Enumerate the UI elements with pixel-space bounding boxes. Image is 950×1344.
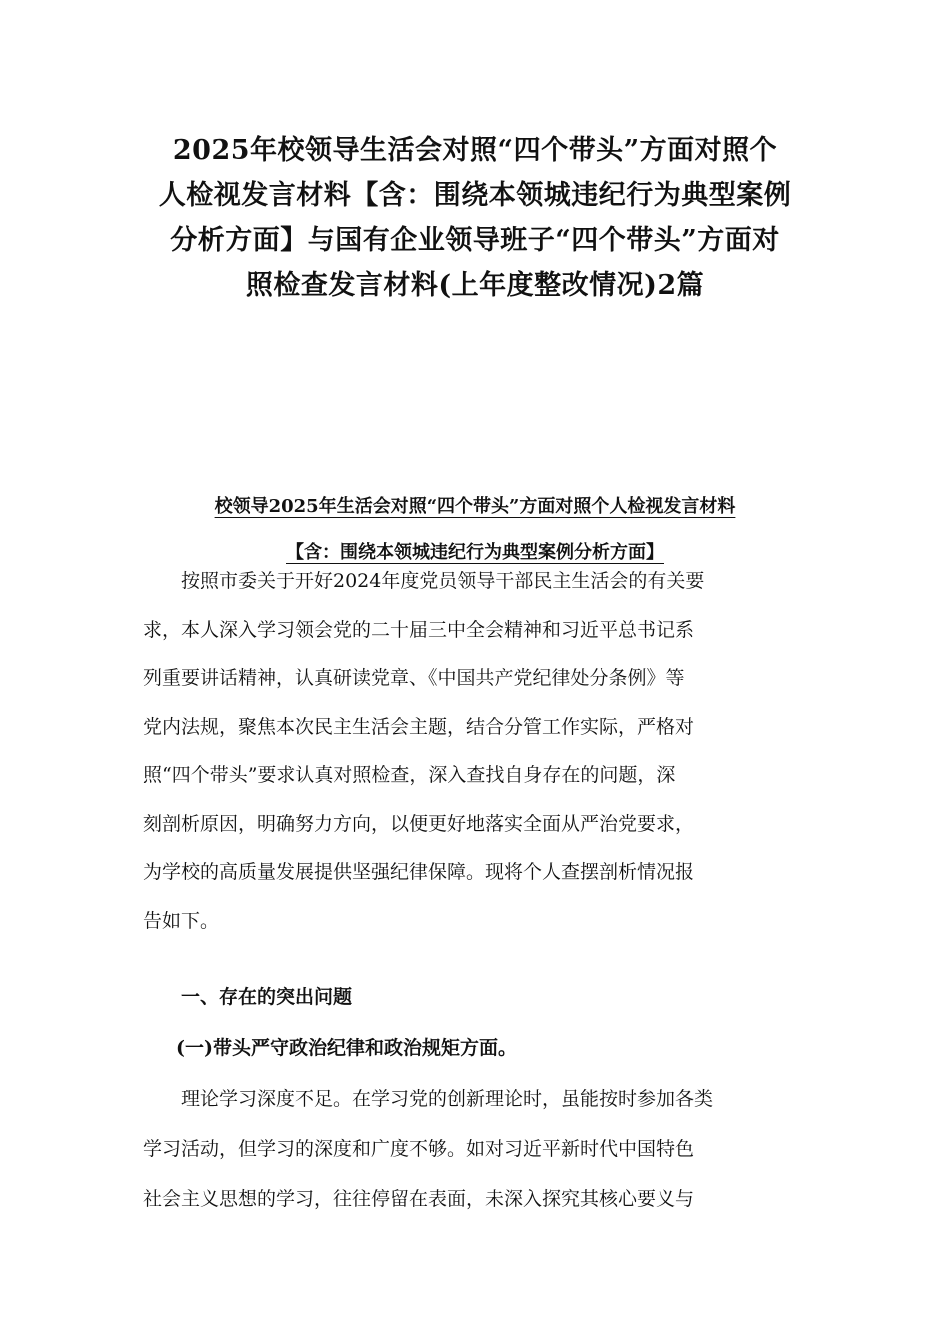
document-title <box>140 128 810 308</box>
document-title-line: 照检查发言材料(上年度整改情况)2篇 <box>245 270 705 301</box>
section-title-line: 校领导2025年生活会对照“四个带头”方面对照个人检视发言材料 <box>214 496 736 517</box>
paragraph-line: 党内法规，聚焦本次民主生活会主题，结合分管工作实际，严格对 <box>143 715 695 738</box>
paragraph-line: 学习活动，但学习的深度和广度不够。如对习近平新时代中国特色 <box>143 1138 695 1160</box>
paragraph-line: 告如下。 <box>143 909 220 932</box>
paragraph-line: 社会主义思想的学习，往往停留在表面，未深入探究其核心要义与 <box>143 1188 695 1210</box>
paragraph-line: 理论学习深度不足。在学习党的创新理论时，虽能按时参加各类 <box>181 1088 714 1110</box>
paragraph-line: 列重要讲话精神，认真研读党章、《中国共产党纪律处分条例》等 <box>143 667 685 689</box>
intro-paragraph <box>143 557 807 945</box>
paragraph-line: 求，本人深入学习领会党的二十届三中全会精神和习近平总书记系 <box>143 618 695 641</box>
document-title-line: 分析方面】与国有企业领导班子“四个带头”方面对 <box>170 225 780 256</box>
paragraph-line: 为学校的高质量发展提供坚强纪律保障。现将个人查摆剖析情况报 <box>143 861 695 883</box>
section-title-line: 【含：围绕本领城违纪行为典型案例分析方面】 <box>286 542 664 563</box>
paragraph-line: 按照市委关于开好2024年度党员领导干部民主生活会的有关要 <box>181 570 705 592</box>
document-title-line: 2025年校领导生活会对照“四个带头”方面对照个 <box>172 135 778 166</box>
paragraph-2 <box>143 1074 807 1224</box>
heading-level-2: (一)带头严守政治纪律和政治规矩方面。 <box>176 1037 517 1059</box>
document-title-line: 人检视发言材料【含：围绕本领城违纪行为典型案例 <box>158 180 792 211</box>
heading-level-1: 一、存在的突出问题 <box>181 986 353 1008</box>
paragraph-line: 刻剖析原因，明确努力方向，以便更好地落实全面从严治党要求， <box>143 812 695 835</box>
paragraph-line: 照“四个带头”要求认真对照检查，深入查找自身存在的问题，深 <box>143 764 676 786</box>
